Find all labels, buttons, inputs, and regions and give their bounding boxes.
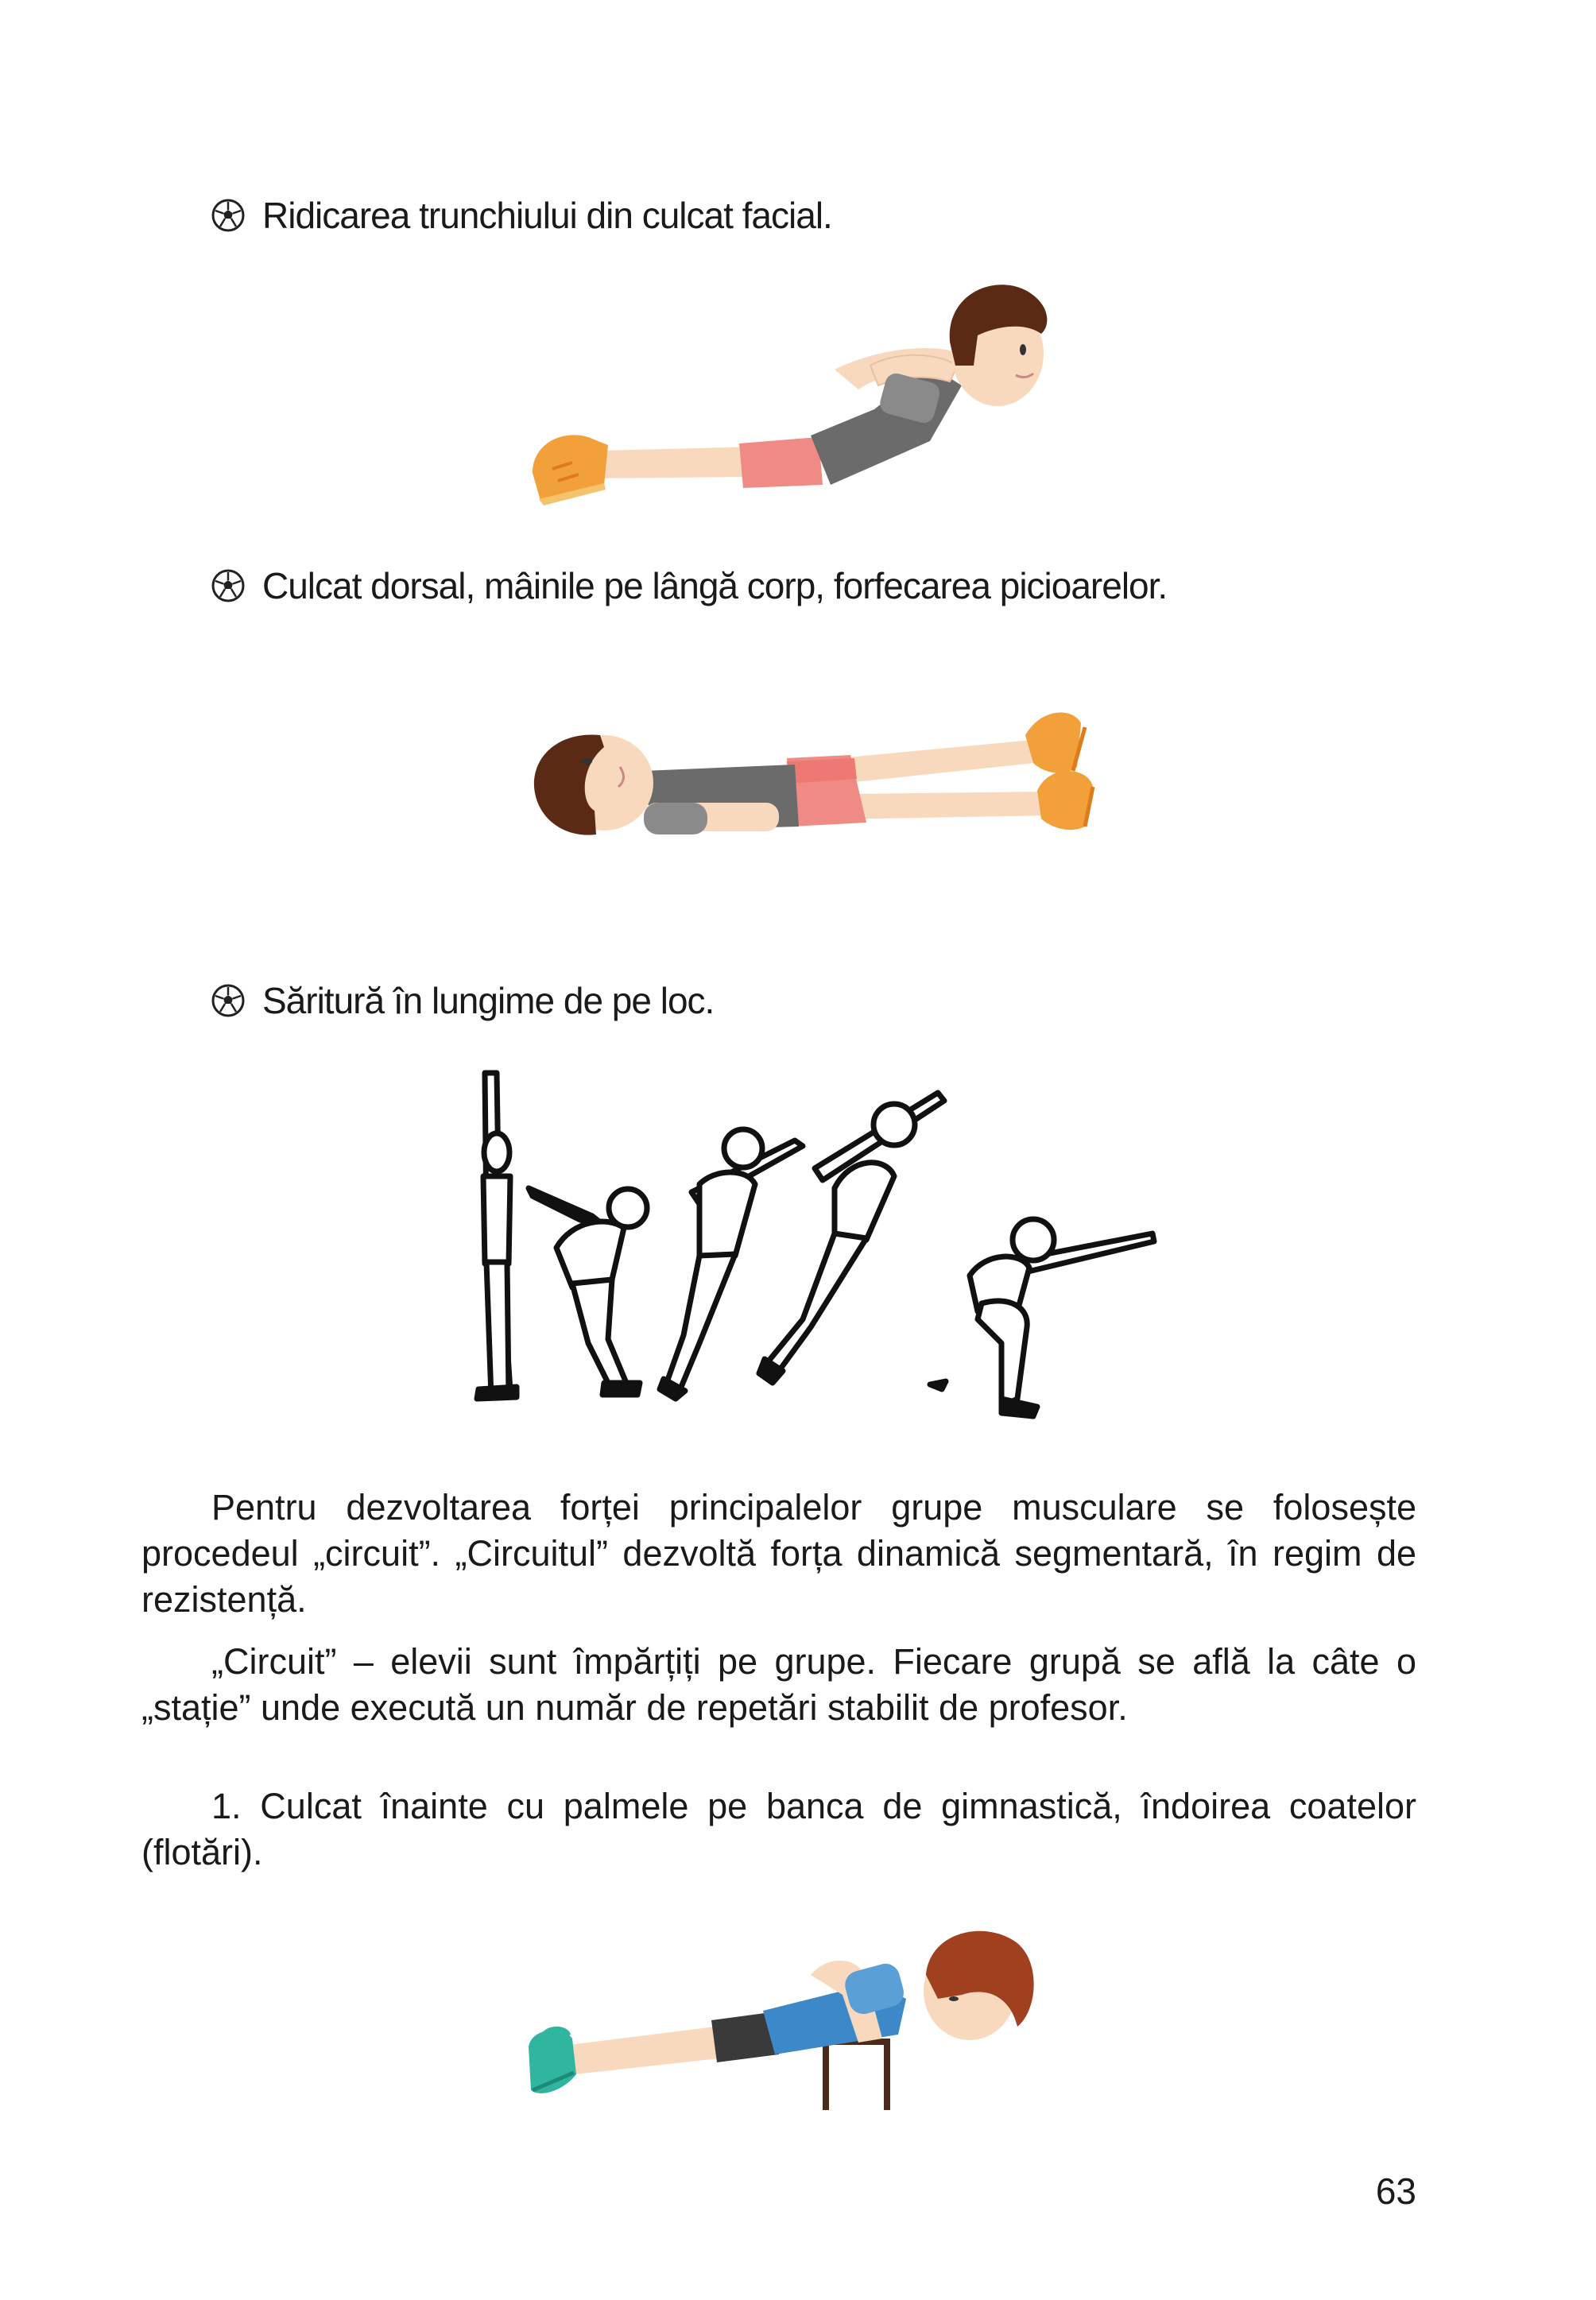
soccer-ball-icon [211, 569, 245, 602]
supine-leg-scissors-illustration [501, 691, 1105, 850]
exercise-item [211, 194, 832, 237]
soccer-ball-icon [211, 984, 245, 1017]
prone-trunk-raise-illustration [517, 246, 1057, 517]
exercise-label: Săritură în lungime de pe loc. [262, 980, 715, 1021]
bench-pushup-illustration [509, 1899, 1065, 2130]
soccer-ball-icon [211, 199, 245, 232]
exercise-label: Culcat dorsal, mâinile pe lângă corp, forfecarea picioarelor. [262, 565, 1168, 606]
paragraph-text: „Circuit” – elevii sunt împărțiți pe grupe. Fiecare grupă se află la câte o „stație” unde execută un număr de repetări stabilit de profesor. [141, 1641, 1416, 1728]
paragraph-text: Pentru dezvoltarea forței principalelor grupe musculare se folosește procedeul „circuit”. „Circuitul” dezvoltă forța dinamică segmentară, în regim de rezistență. [141, 1487, 1416, 1620]
exercise-item [211, 564, 1167, 607]
body-paragraph [141, 1639, 1416, 1731]
paragraph-text: 1. Culcat înainte cu palmele pe banca de gimnastică, îndoirea coatelor (flotări). [141, 1786, 1416, 1872]
exercise-item [211, 979, 714, 1022]
standing-long-jump-sequence-illustration [461, 1057, 1176, 1446]
body-paragraph [141, 1485, 1416, 1623]
exercise-label: Ridicarea trunchiului din culcat facial. [262, 195, 832, 236]
body-paragraph [141, 1783, 1416, 1876]
page-number: 63 [1375, 2170, 1416, 2212]
